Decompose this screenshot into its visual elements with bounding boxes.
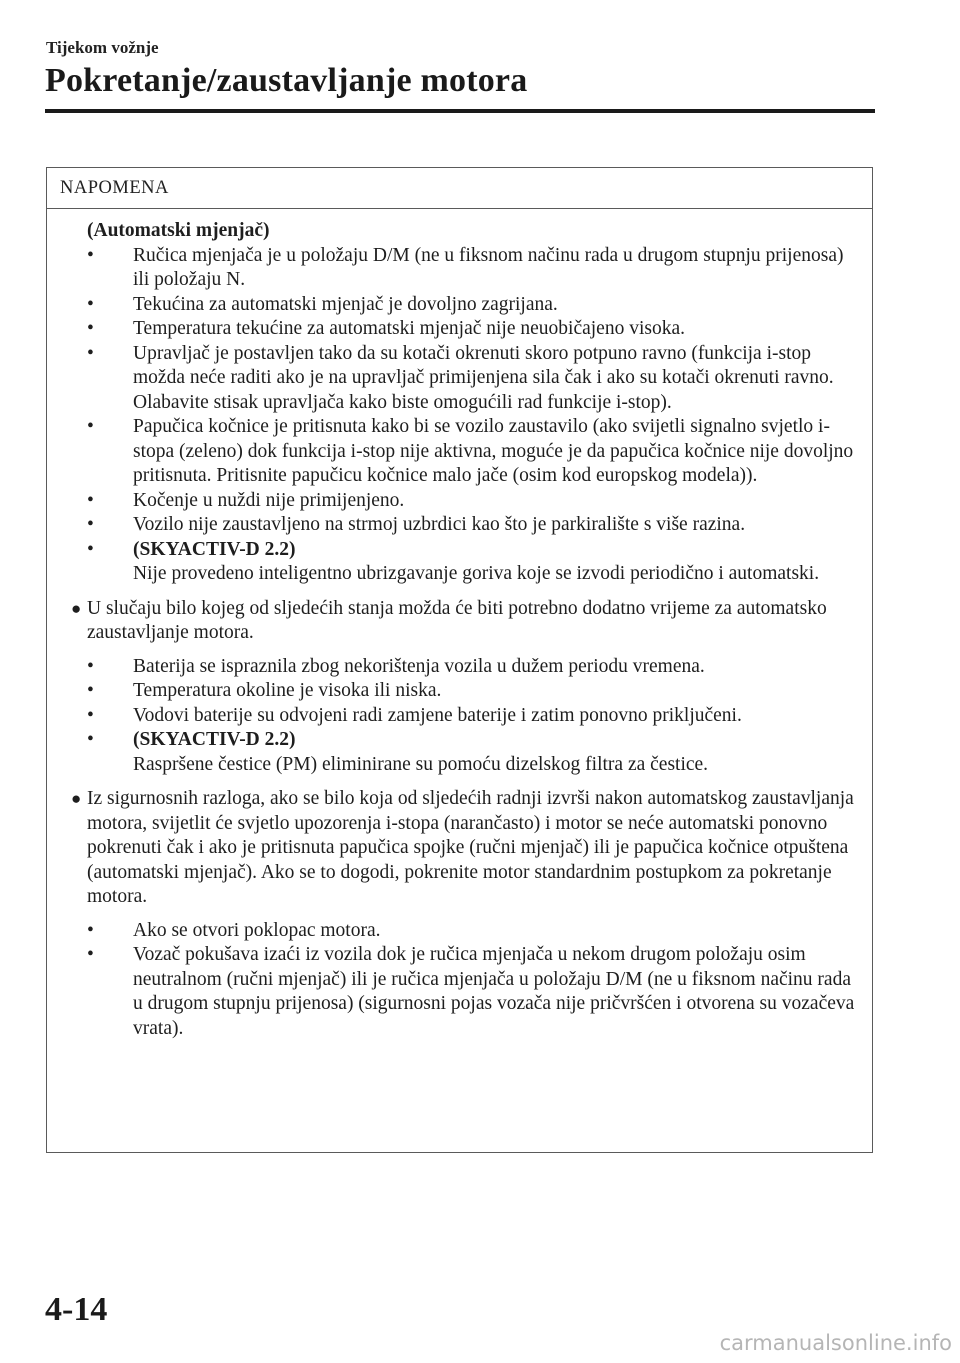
list-item [71,919,858,944]
list-item [71,415,858,489]
bullet-icon: • [87,318,94,339]
point2-list [71,655,858,778]
list-item-text: Ako se otvori poklopac motora. [133,919,381,941]
list-item [71,538,858,587]
bullet-icon: • [87,293,94,315]
point3-list [71,919,858,1042]
list-item-text: Temperatura okoline je visoka ili niska. [133,680,442,701]
list-item-text: Tekućina za automatski mjenjač je dovoljno zagrijana. [133,293,558,315]
bullet-icon: • [87,655,94,677]
note-body [47,209,872,1041]
note-box [46,167,873,1153]
list-item [71,489,858,514]
bullet-icon: • [87,244,94,266]
list-item [71,943,858,1041]
list-item [71,342,858,416]
list-item-text: Kočenje u nuždi nije primijenjeno. [133,489,405,511]
list-item-text: Vodovi baterije su odvojeni radi zamjene baterije i zatim ponovno priključeni. [133,704,742,726]
list-item-heading: (SKYACTIV-D 2.2) [133,729,296,750]
list-item [71,293,858,318]
list-item [71,704,858,729]
list-item [71,728,858,777]
section-label: Tijekom vožnje [46,38,159,57]
bullet-icon: • [87,489,94,511]
note-header: NAPOMENA [47,168,872,209]
bullet-icon: • [87,342,94,364]
list-item-text: Temperatura tekućine za automatski mjenjač nije neuobičajeno visoka. [133,318,685,339]
chapter-title: Pokretanje/zaustavljanje motora [45,62,528,99]
group-title: (Automatski mjenjač) [87,220,270,241]
bullet-icon: • [87,729,94,750]
list-item-text: Upravljač je postavljen tako da su kotači okrenuti skoro potpuno ravno (funkcija i-stop možda neće raditi ako je na upravljač primijenjena sila čak i ako su kotači okrenuti ravno. Olabavite stisak upravljača kako biste omogućili rad funkcije i-stop). [133,342,834,413]
title-rule [45,109,875,113]
list-item-text: Ručica mjenjača je u položaju D/M (ne u fiksnom načinu rada u drugom stupnju prijenosa) ili položaju N. [133,244,844,290]
bullet-icon: • [87,704,94,726]
note-point [71,597,858,646]
list-item-heading: (SKYACTIV-D 2.2) [133,538,296,560]
list-item-text: Vozač pokušava izaći iz vozila dok je ručica mjenjača u nekom drugom položaju osim neutralnom (ručni mjenjač) ili je ručica mjenjača u položaju D/M (ne u fiksnom načinu rada u drugom stupnju prijenosa) (sigurnosni pojas vozača nije pričvršćen i otvorena su vozačeva vrata). [133,944,855,1039]
bullet-icon: • [87,680,94,701]
list-item-text: Nije provedeno inteligentno ubrizgavanje goriva koje se izvodi periodično i automatski. [133,563,820,584]
bullet-icon: • [87,416,94,437]
list-item-text: Vozilo nije zaustavljeno na strmoj uzbrdici kao što je parkiralište s više razina. [133,514,746,535]
note-point [71,787,858,910]
list-item [71,244,858,293]
group1-list [71,244,858,587]
bullet-icon: • [87,514,94,535]
note-point-text: U slučaju bilo kojeg od sljedećih stanja možda će biti potrebno dodatno vrijeme za automatsko zaustavljanje motora. [87,597,827,643]
bullet-dot-icon: ● [71,598,82,618]
list-item [71,513,858,538]
list-item [71,679,858,704]
bullet-icon: • [87,538,94,560]
list-item-text: Baterija se ispraznila zbog nekorištenja vozila u dužem periodu vremena. [133,655,705,677]
bullet-dot-icon: ● [71,789,82,808]
list-item-text: Papučica kočnice je pritisnuta kako bi se vozilo zaustavilo (ako svijetli signalno svjetlo i-stopa (zeleno) dok funkcija i-stop nije aktivna, moguće je da papučica kočnice nije dovoljno pritisnuta. Pritisnite papučicu kočnice malo jače (osim kod europskog modela)). [133,416,854,486]
watermark: carmanualsonline.info [719,1331,952,1355]
note-point-text: Iz sigurnosnih razloga, ako se bilo koja od sljedećih radnji izvrši nakon automatskog zaustavljanja motora, svijetlit će svjetlo upozorenja i-stopa (narančasto) i motor se neće automatski ponovno pokrenuti čak i ako je pritisnuta papučica spojke (ručni mjenjač) ili je papučica kočnice otpuštena (automatski mjenjač). Ako se to dogodi, pokrenite motor standardnim postupkom za pokretanje motora. [87,788,854,907]
list-item [71,655,858,680]
page-number: 4-14 [45,1291,108,1328]
list-item [71,317,858,342]
bullet-icon: • [87,919,94,941]
bullet-icon: • [87,944,94,965]
list-item-text: Raspršene čestice (PM) eliminirane su pomoću dizelskog filtra za čestice. [133,753,709,775]
